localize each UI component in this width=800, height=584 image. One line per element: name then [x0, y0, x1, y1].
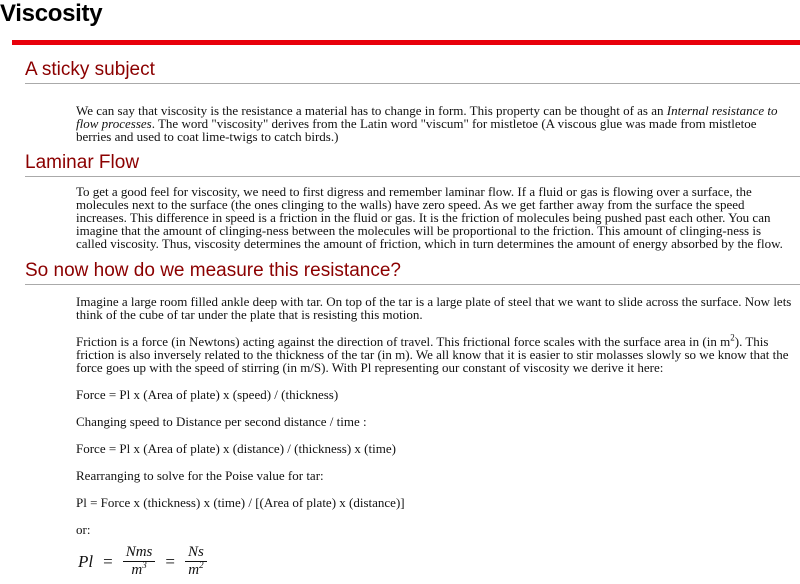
- formula-line: Pl = Force x (thickness) x (time) / [(Area of plate) x (distance)]: [76, 495, 405, 510]
- section-heading: A sticky subject: [25, 58, 800, 84]
- emphasis-text: Internal resistance to flow processes: [76, 103, 778, 131]
- fraction: [123, 544, 156, 579]
- exponent: 3: [142, 560, 147, 570]
- equals-sign: =: [165, 551, 175, 571]
- denominator: [188, 562, 203, 579]
- exponent: 2: [199, 560, 204, 570]
- numerator: Nms: [123, 544, 156, 562]
- section-measure-resistance: [0, 259, 800, 579]
- formula-line: Force = Pl x (Area of plate) x (speed) / (thickness): [76, 387, 339, 402]
- paragraph: [76, 104, 792, 143]
- page-title: Viscosity: [0, 0, 103, 27]
- fraction: [185, 544, 207, 579]
- text: . The word "viscosity" derives from the Latin word "viscum" for mistletoe (A viscous glue was made from mistletoe berries and used to coat lime-twigs to catch birds.): [76, 116, 757, 144]
- section-heading: Laminar Flow: [25, 151, 800, 177]
- equals-sign: =: [103, 551, 113, 571]
- denominator: [131, 562, 146, 579]
- formula-line: Force = Pl x (Area of plate) x (distance) / (thickness) x (time): [76, 441, 396, 456]
- paragraph: [76, 332, 792, 375]
- section-sticky-subject: [0, 58, 800, 143]
- paragraph: Rearranging to solve for the Poise value for tar:: [76, 468, 324, 483]
- text: ). This friction is also inversely related to the thickness of the tar (in m). We all know that it is easier to stir molasses slowly so we know that the force goes up with the speed of stirring (in m/S). With Pl representing our constant of viscosity we derive it here:: [76, 334, 789, 375]
- poise-equation: [78, 544, 800, 579]
- text: We can say that viscosity is the resistance a material has to change in form. This property can be thought of as an: [76, 103, 667, 118]
- equation-lhs: Pl: [78, 551, 94, 571]
- paragraph: To get a good feel for viscosity, we need to first digress and remember laminar flow. If a fluid or gas is flowing over a surface, the molecules next to the surface (the ones clinging to the walls) have zero speed. As we get farther away from the surface the speed increases. This difference in speed is a friction in the fluid or gas. It is the friction of molecules being pushed past each other. You can imagine that the amount of clinging-ness between the molecules will be proportional to the friction. This amount of clinging-ness is called viscosity. Thus, viscosity determines the amount of friction, which in turn determines the amount of energy absorbed by the flow.: [76, 184, 783, 251]
- superscript: 2: [730, 332, 735, 343]
- denominator-base: m: [131, 562, 143, 578]
- title-divider: [12, 40, 800, 45]
- paragraph: or:: [76, 522, 91, 537]
- section-laminar-flow: [0, 151, 800, 250]
- denominator-base: m: [188, 562, 200, 578]
- paragraph: Changing speed to Distance per second distance / time :: [76, 414, 367, 429]
- section-heading: So now how do we measure this resistance?: [25, 259, 800, 285]
- text: Friction is a force (in Newtons) acting against the direction of travel. This frictional force scales with the surface area in (in m: [76, 334, 731, 349]
- paragraph: Imagine a large room filled ankle deep with tar. On top of the tar is a large plate of steel that we want to slide across the surface. Now lets think of the cube of tar under the plate that is resisting this motion.: [76, 294, 792, 322]
- numerator: Ns: [185, 544, 207, 562]
